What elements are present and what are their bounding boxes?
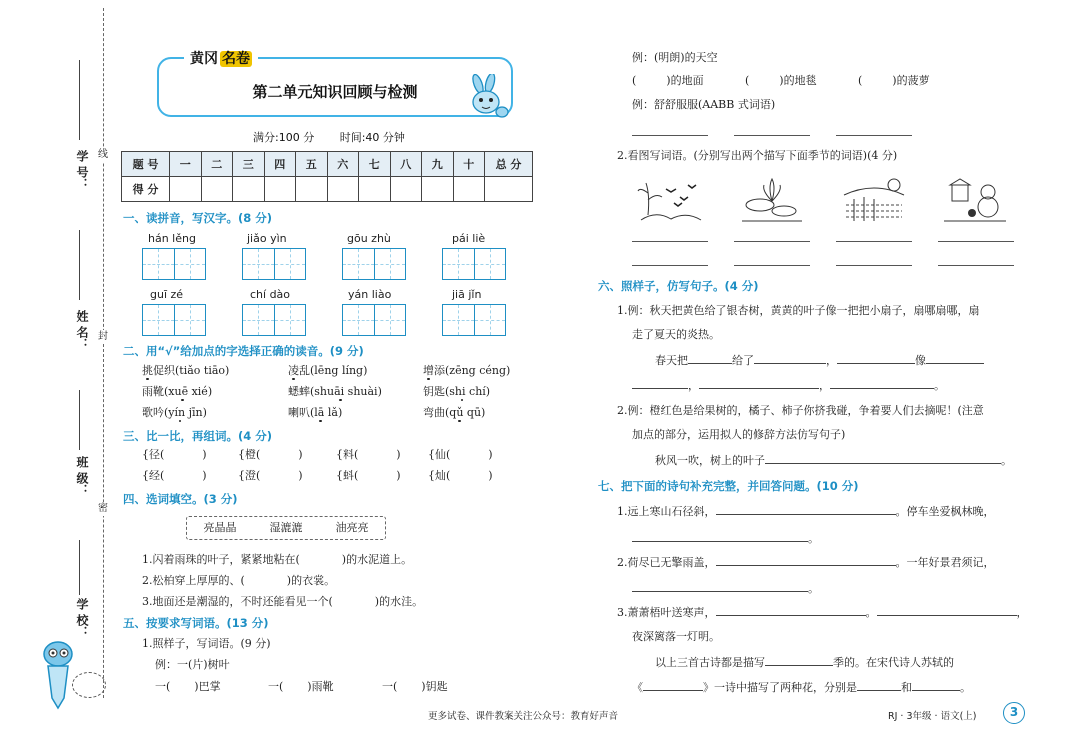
- pinyin-label: yán liào: [348, 288, 392, 301]
- tian-grid-answer[interactable]: [442, 248, 506, 280]
- student-number-line[interactable]: [79, 60, 80, 140]
- full-score: 满分:100 分: [253, 131, 315, 144]
- tian-grid-answer[interactable]: [342, 248, 406, 280]
- cut-line: [103, 8, 104, 698]
- tian-grid-answer[interactable]: [342, 304, 406, 336]
- answer-line[interactable]: [734, 241, 810, 242]
- fill-question-2[interactable]: 2.松柏穿上厚厚的、( )的衣裳。: [142, 574, 336, 587]
- score-header-cell: 七: [359, 152, 391, 177]
- binding-char-feng: 封: [98, 331, 108, 342]
- binding-char-xian: 线: [98, 149, 108, 160]
- brand-logo: [184, 49, 258, 69]
- score-header-cell: 十: [453, 152, 485, 177]
- adjective-item[interactable]: ( )的地面: [632, 74, 704, 87]
- swirl-decoration: [72, 672, 106, 698]
- answer-line[interactable]: [632, 135, 708, 136]
- example-3: 例：舒舒服服(AABB 式词语): [632, 98, 776, 111]
- measure-word-item[interactable]: 一( )巴掌: [155, 680, 221, 693]
- score-header-cell: 九: [422, 152, 454, 177]
- section-3-title: 三、比一比，再组词。(4 分): [123, 429, 273, 443]
- answer-line[interactable]: [938, 265, 1014, 266]
- score-header-cell: 题 号: [122, 152, 170, 177]
- poem-line-3-end: 夜深篱落一灯明。: [632, 630, 720, 643]
- reading-choice-item[interactable]: 钥匙(shi chí): [423, 385, 491, 398]
- poem-line-3[interactable]: 3.萧萧梧叶送寒声， 。 ，: [617, 606, 1028, 619]
- sub-question-2: 2.看图写词语。(分别写出两个描写下面季节的词语)(4 分): [617, 149, 898, 162]
- word-bank-box: [186, 516, 386, 540]
- example-sentence-1: 1.例：秋天把黄色给了银杏树，黄黄的叶子像一把把小扇子，扇哪扇哪，扇: [617, 304, 980, 317]
- tian-grid-answer[interactable]: [242, 248, 306, 280]
- score-row-label: 得 分: [122, 177, 170, 202]
- page-title: 第二单元知识回顾与检测: [252, 83, 418, 101]
- score-input-cell[interactable]: [422, 177, 454, 202]
- imitation-sentence-1[interactable]: 春天把 给了 ， 像: [655, 352, 984, 369]
- score-input-cell[interactable]: [233, 177, 265, 202]
- answer-line[interactable]: [836, 135, 912, 136]
- poem-line-2-cont[interactable]: 。: [632, 580, 819, 597]
- pinyin-label: guī zé: [150, 288, 184, 301]
- score-input-cell[interactable]: [390, 177, 422, 202]
- pinyin-label: chí dào: [250, 288, 291, 301]
- score-input-cell[interactable]: [296, 177, 328, 202]
- reading-choice-item[interactable]: 喇叭(lā lǎ): [288, 406, 343, 419]
- score-input-cell[interactable]: [264, 177, 296, 202]
- score-header-cell: 总 分: [485, 152, 533, 177]
- poem-question-cont[interactable]: 《 》一诗中描写了两种花，分别是 和 。: [632, 681, 971, 694]
- fill-question-1[interactable]: 1.闪着雨珠的叶子，紧紧地粘在( )的水泥道上。: [142, 553, 413, 566]
- student-number-label: 学 号：: [75, 150, 89, 191]
- answer-line[interactable]: [938, 241, 1014, 242]
- class-line[interactable]: [79, 390, 80, 450]
- compare-word-item[interactable]: {径( ): [142, 448, 207, 461]
- adjective-item[interactable]: ( )的菠萝: [858, 74, 930, 87]
- school-label: 学 校：: [75, 598, 89, 639]
- school-line[interactable]: [79, 540, 80, 595]
- score-header-cell: 三: [233, 152, 265, 177]
- score-table: [121, 151, 533, 202]
- answer-line[interactable]: [632, 265, 708, 266]
- answer-line[interactable]: [632, 241, 708, 242]
- reading-choice-item[interactable]: 歌吟(yín jīn): [142, 406, 207, 419]
- poem-question[interactable]: 以上三首古诗都是描写 季的。在宋代诗人苏轼的: [655, 656, 954, 669]
- pinyin-label: jiā jǐn: [452, 288, 482, 301]
- measure-word-item[interactable]: 一( )钥匙: [382, 680, 448, 693]
- reading-choice-item[interactable]: 弯曲(qǔ qū): [423, 406, 486, 419]
- score-input-cell[interactable]: [359, 177, 391, 202]
- exam-meta: [253, 129, 427, 145]
- compare-word-item[interactable]: {蚪( ): [336, 469, 401, 482]
- pinyin-label: hán lěng: [148, 232, 196, 245]
- example-sentence-1-cont: 走了夏天的炎热。: [632, 328, 720, 341]
- compare-word-item[interactable]: {仙( ): [428, 448, 493, 461]
- reading-choice-item[interactable]: 凌乱(lēng líng): [288, 364, 368, 377]
- summer-lotus-icon: [740, 175, 804, 225]
- binding-char-mi: 密: [98, 503, 108, 514]
- score-header-cell: 二: [201, 152, 233, 177]
- measure-word-item[interactable]: 一( )雨靴: [268, 680, 334, 693]
- adjective-item[interactable]: ( )的地毯: [745, 74, 817, 87]
- score-input-cell[interactable]: [170, 177, 202, 202]
- winter-snowman-icon: [942, 175, 1008, 225]
- example-sentence-2-note: 加点的部分，运用拟人的修辞方法仿写句子): [632, 428, 846, 441]
- imitation-sentence-1-cont[interactable]: ， ， 。: [632, 377, 945, 394]
- pinyin-label: pái liè: [452, 232, 486, 245]
- example-sentence-2: 2.例：橙红色是给果树的，橘子、柿子你挤我碰，争着要人们去摘呢！(注意: [617, 404, 984, 417]
- reading-choice-item[interactable]: 挑促织(tiǎo tiāo): [142, 364, 230, 377]
- score-header-cell: 六: [327, 152, 359, 177]
- example-1: 例：一(片)树叶: [155, 658, 230, 671]
- tian-grid-answer[interactable]: [242, 304, 306, 336]
- answer-line[interactable]: [734, 265, 810, 266]
- score-table-score-row: [122, 177, 533, 202]
- section-4-title: 四、选词填空。(3 分): [123, 492, 238, 506]
- section-2-title: 二、用“√”给加点的字选择正确的读音。(9 分): [123, 344, 364, 358]
- word-option: 湿漉漉: [269, 521, 303, 534]
- reading-choice-item[interactable]: 蟋蟀(shuāi shuài): [288, 385, 382, 398]
- binding-margin: [0, 0, 120, 729]
- brand-name-a: 黄冈: [190, 51, 218, 67]
- pinyin-label: gōu zhù: [347, 232, 391, 245]
- score-header-cell: 八: [390, 152, 422, 177]
- rabbit-mascot-icon: [462, 74, 512, 120]
- reading-choice-item[interactable]: 增添(zēng céng): [423, 364, 511, 377]
- tian-grid-answer[interactable]: [142, 248, 206, 280]
- word-option: 亮晶晶: [203, 521, 237, 534]
- poem-line-2[interactable]: 2.荷尽已无擎雨盖， 。一年好景君须记，: [617, 556, 995, 569]
- footer-notice: 更多试卷、课件教案关注公众号：教育好声音: [428, 711, 619, 722]
- tian-grid-answer[interactable]: [442, 304, 506, 336]
- score-input-cell[interactable]: [485, 177, 533, 202]
- spring-swallows-icon: [636, 175, 706, 225]
- poem-line-1-cont[interactable]: 。: [632, 530, 819, 547]
- brand-name-b: 名卷: [222, 51, 250, 67]
- compare-word-item[interactable]: {灿( ): [428, 469, 493, 482]
- poem-line-1[interactable]: 1.远上寒山石径斜， 。停车坐爱枫林晚，: [617, 505, 995, 518]
- section-1-title: 一、读拼音，写汉字。(8 分): [123, 211, 273, 225]
- section-6-title: 六、照样子，仿写句子。(4 分): [598, 279, 759, 293]
- sub-question-1: 1.照样子，写词语。(9 分): [142, 637, 271, 650]
- pencil-mascot-icon: [38, 640, 78, 710]
- score-table-header-row: [122, 152, 533, 177]
- example-2: 例：(明朗)的天空: [632, 51, 718, 64]
- footer-grade-subject: RJ · 3年级 · 语文(上): [888, 711, 977, 722]
- class-label: 班 级：: [75, 456, 89, 497]
- tian-grid-answer[interactable]: [142, 304, 206, 336]
- section-5-title: 五、按要求写词语。(13 分): [123, 616, 269, 630]
- compare-word-item[interactable]: {橙( ): [238, 448, 303, 461]
- answer-line[interactable]: [836, 241, 912, 242]
- compare-word-item[interactable]: {澄( ): [238, 469, 303, 482]
- answer-line[interactable]: [836, 265, 912, 266]
- score-input-cell[interactable]: [201, 177, 233, 202]
- score-input-cell[interactable]: [453, 177, 485, 202]
- name-label: 姓 名：: [75, 310, 89, 351]
- page-number-badge: 3: [1003, 702, 1025, 724]
- imitation-sentence-2[interactable]: 秋风一吹，树上的叶子 。: [655, 454, 1012, 467]
- fill-question-3[interactable]: 3.地面还是潮湿的，不时还能看见一个( )的水洼。: [142, 595, 424, 608]
- section-7-title: 七、把下面的诗句补充完整，并回答问题。(10 分): [598, 479, 859, 493]
- score-header-cell: 一: [170, 152, 202, 177]
- score-header-cell: 五: [296, 152, 328, 177]
- reading-choice-item[interactable]: 雨靴(xuē xié): [142, 385, 213, 398]
- score-header-cell: 四: [264, 152, 296, 177]
- autumn-fields-icon: [840, 175, 908, 225]
- word-option: 油亮亮: [335, 521, 369, 534]
- compare-word-item[interactable]: {经( ): [142, 469, 207, 482]
- answer-line[interactable]: [734, 135, 810, 136]
- time-limit: 时间:40 分钟: [339, 131, 405, 144]
- name-line[interactable]: [79, 230, 80, 300]
- compare-word-item[interactable]: {料( ): [336, 448, 401, 461]
- score-input-cell[interactable]: [327, 177, 359, 202]
- pinyin-label: jiǎo yìn: [247, 232, 287, 245]
